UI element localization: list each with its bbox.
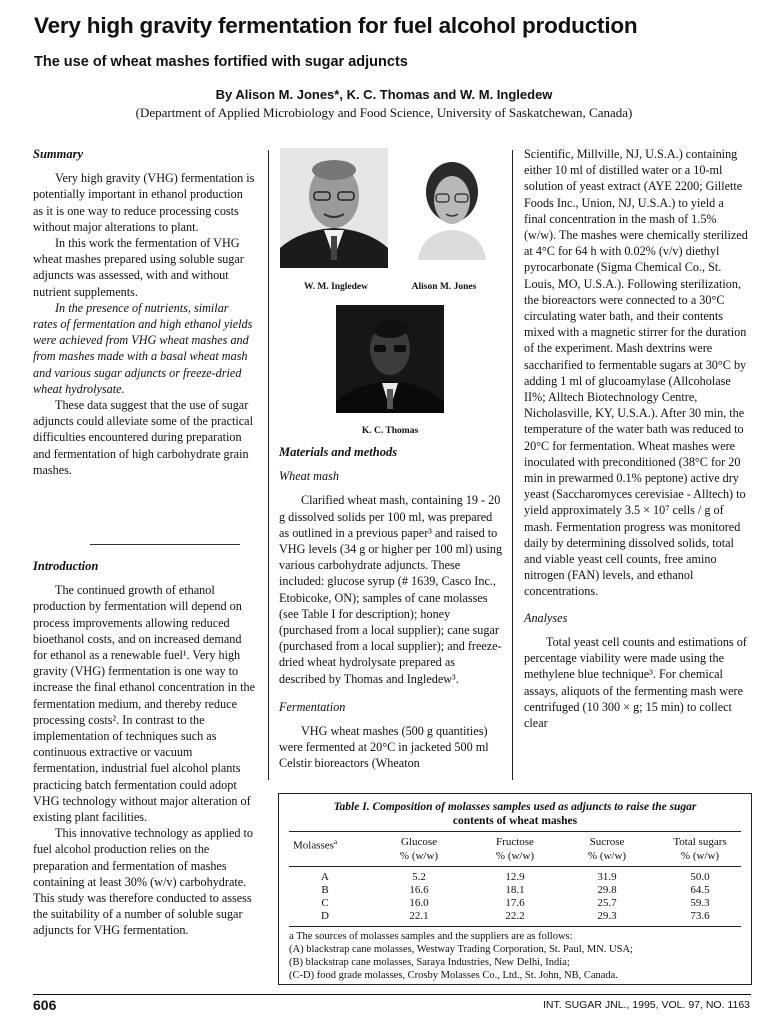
table-caption-line1: Table I. Composition of molasses samples used as adjuncts to raise the sugar xyxy=(333,801,697,813)
introduction-paragraph: The continued growth of ethanol production by fermentation will depend on process improvements allowing reduced bioethanol costs, and on increased demand for ethanol as a renewable fuel¹. Very high gravity (VHG) fermentation is one way to increase the final ethanol concentration in the fermentation medium, and thereby reduce processing costs². In contrast to the implementation of techniques such as continuous extractive or vacuum fermentation, industrial fuel alcohol plants practicing batch fermentation could adopt VHG technology without major alteration of existing plant facilities. xyxy=(33,583,255,825)
photo-jones xyxy=(408,148,496,260)
photo-thomas xyxy=(336,305,444,413)
analyses-heading: Analyses xyxy=(524,610,568,625)
table-rule xyxy=(289,926,741,927)
table-composition-molasses: Table I. Composition of molasses samples used as adjuncts to raise the sugar contents of wheat mashes Molasses$^a$ Glucose % (w/w) Fructose % (w/w) Sucrose % (w/w) Total sugars % (w/w) A 5.2 12.9 31.9 50.0 B 16.6 18.1 29.8 64.5 C 16.0 17.6 25.7 59.3 D 22.1 22.2 29.3 73.6 a The sources of molasses samples and the suppliers are as follows: (A) blackstrap cane molasses, Westway Trading Corporation, St. Paul, MN. USA; (B) blackstrap cane molasses, Saraya Industries, New Delhi, India; (C-D) food grade molasses, Crosby Molasses Co., Ltd., St. John, NB, Canada. xyxy=(278,793,752,985)
introduction-paragraph: This innovative technology as applied to fuel alcohol production relies on the preparation and fermentation of mashes containing at least 30% (w/v) carbohydrate. This study was therefore conducted to assess the suitability of a number of soluble sugar adjuncts for VHG fermentation. xyxy=(33,826,254,938)
table-header: Molasses$^a$ xyxy=(293,838,338,852)
caption-jones: Alison M. Jones xyxy=(411,282,477,292)
table-header: Sucrose % (w/w) xyxy=(587,836,627,862)
methods-section xyxy=(279,444,503,772)
fermentation-paragraph: VHG wheat mashes (500 g quantities) were fermented at 20°C in jacketed 500 ml Celstir bioreactors (Wheaton xyxy=(279,724,489,771)
table-header: Total sugars % (w/w) xyxy=(673,836,727,862)
summary-section xyxy=(33,146,255,478)
wheat-mash-heading: Wheat mash xyxy=(279,469,339,484)
methods-heading: Materials and methods xyxy=(279,445,398,459)
table-rule xyxy=(289,866,741,867)
table-footnote: (C-D) food grade molasses, Crosby Molasses Co., Ltd., St. John, NB, Canada. xyxy=(289,970,618,981)
journal-citation: INT. SUGAR JNL., 1995, VOL. 97, NO. 1163 xyxy=(543,999,750,1011)
page-number: 606 xyxy=(33,997,57,1013)
article-subtitle: The use of wheat mashes fortified with sugar adjuncts xyxy=(34,54,408,70)
portrait-icon xyxy=(336,305,444,413)
photo-ingledew xyxy=(280,148,388,268)
analyses-paragraph: Total yeast cell counts and estimations of percentage viability were made using the methylene blue technique³. For chemical assays, aliquots of the fermenting mash were centrifuged (10 300 × g; 15 min) to collect clear xyxy=(524,634,747,730)
caption-ingledew: W. M. Ingledew xyxy=(303,282,369,292)
footer-rule xyxy=(33,994,751,995)
introduction-section xyxy=(33,558,255,939)
affiliation: (Department of Applied Microbiology and Food Science, University of Saskatchewan, Canada) xyxy=(135,105,633,120)
introduction-heading: Introduction xyxy=(33,559,99,573)
caption-thomas: K. C. Thomas xyxy=(361,426,419,436)
summary-paragraph: These data suggest that the use of sugar adjuncts could alleviate some of the practical difficulties encountered during preparation and fermentation of high carbohydrate grain mashes. xyxy=(33,398,253,477)
summary-heading: Summary xyxy=(33,147,84,161)
table-caption xyxy=(279,800,751,828)
author-line: By Alison M. Jones*, K. C. Thomas and W. M. Ingledew xyxy=(215,87,553,102)
portrait-icon xyxy=(408,148,496,260)
table-header: Fructose % (w/w) xyxy=(495,836,535,862)
portrait-icon xyxy=(280,148,388,268)
fermentation-heading: Fermentation xyxy=(279,699,346,714)
summary-paragraph: In this work the fermentation of VHG wheat mashes prepared using soluble sugar adjuncts was assessed, with and without nutrient supplements. xyxy=(33,236,244,299)
column-rule xyxy=(268,150,269,780)
methods-continued xyxy=(524,146,748,731)
summary-paragraph: Very high gravity (VHG) fermentation is potentially important in ethanol production as it is one way to reduce processing costs without major alterations to plant. xyxy=(33,171,255,234)
table-footnote: (B) blackstrap cane molasses, Saraya Industries, New Delhi, India; xyxy=(289,957,570,968)
section-divider xyxy=(90,544,240,545)
summary-paragraph: In the presence of nutrients, similar rates of fermentation and high ethanol yields were achieved from VHG wheat mashes and from mashes made with a basal wheat mash and various sugar adjuncts or freeze-dried wheat hydrolysate. xyxy=(33,300,253,396)
table-footnote: a The sources of molasses samples and the suppliers are as follows: xyxy=(289,931,573,942)
table-header: Glucose % (w/w) xyxy=(399,836,439,862)
column-rule xyxy=(512,150,513,780)
table-rule xyxy=(289,831,741,832)
article-title: Very high gravity fermentation for fuel alcohol production xyxy=(34,13,638,38)
table-footnote: (A) blackstrap cane molasses, Westway Trading Corporation, St. Paul, MN. USA; xyxy=(289,944,633,955)
fermentation-paragraph-continued: Scientific, Millville, NJ, U.S.A.) containing either 10 ml of distilled water or a 10-ml solution of yeast extract (AYE 2200; Gillette Foods Inc., Union, NJ, U.S.A.) to yield a final concentration in the mash of 1.5% (w/w). The mashes were chemically sterilized at 4°C for 64 h with 0.02% (v/v) diethyl pyrocarbonate (Sigma Chemical Co., St. Louis, MO, U.S.A.). Following sterilization, the bioreactors were connected to a 30°C circulating water bath, and their contents mixed with a magnetic stirrer for the duration of the experiment. Mash dextrins were saccharified to fermentable sugars at 30°C by adding 1 ml of glucoamylase (Allcoholase II%; Alltech Biotechnology Centre, Nicholasville, KY, U.S.A.). After 30 min, the temperature of the water bath was reduced to 20°C for fermentation. Wheat mashes were inoculated with preconditioned (38°C for 20 min in prewarmed 0.1% peptone) active dry yeast (Saccharomyces cerevisiae - Alltech) to yield approximately 3.5 × 10⁷ cells / g of mash. Fermentation progress was monitored daily by determining dissolved solids, total and viable yeast cell counts, free amino nitrogen (FAN) levels, and ethanol concentrations. xyxy=(524,147,748,599)
wheat-mash-paragraph: Clarified wheat mash, containing 19 - 20 g dissolved solids per 100 ml, was prepared as outlined in a previous paper³ and raised to VHG levels (34 g or higher per 100 ml) using various carbohydrate adjuncts. These included: glucose syrup (# 1639, Casco Inc., Etobicoke, ON); samples of cane molasses (see Table I for description); honey (purchased from a local supplier); cane sugar (purchased from a local supplier); and freeze-dried wheat hydrolysate prepared as described by Thomas and Ingledew³. xyxy=(279,493,503,686)
table-caption-line2: contents of wheat mashes xyxy=(452,815,578,827)
